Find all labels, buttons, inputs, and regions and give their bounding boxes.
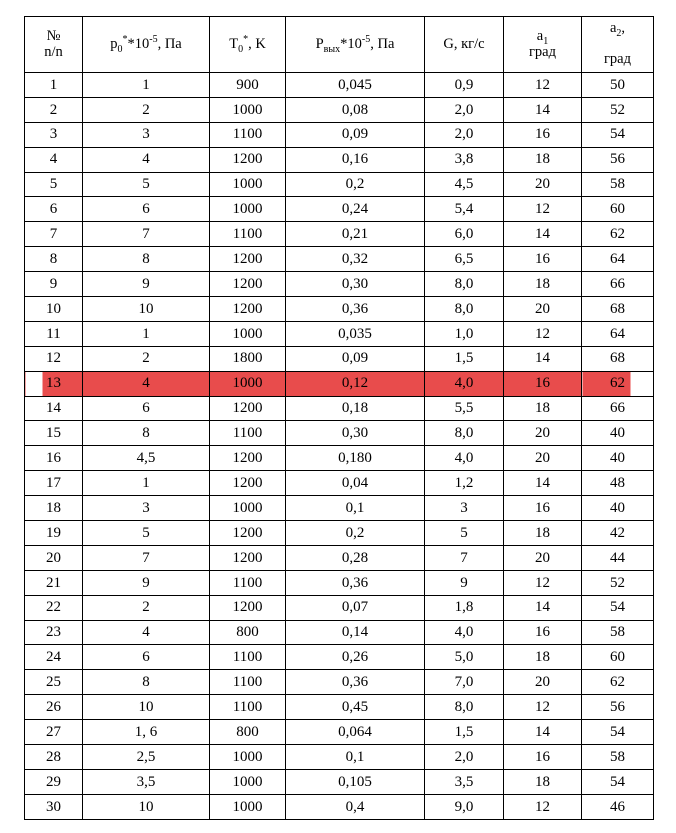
a2-value: 60 (582, 197, 654, 222)
table-row (25, 272, 654, 297)
a1-value: 18 (504, 645, 582, 670)
g-value: 6,0 (425, 222, 504, 247)
g-value: 5 (425, 521, 504, 546)
row-number: 19 (25, 521, 83, 546)
p0-value: 1 (83, 471, 210, 496)
a2-value: 44 (582, 545, 654, 570)
table-row (25, 396, 654, 421)
g-value: 4,5 (425, 172, 504, 197)
a1-value: 20 (504, 421, 582, 446)
table-row (25, 545, 654, 570)
table-row (25, 371, 654, 396)
pout-value: 0,36 (286, 297, 425, 322)
p0-value: 8 (83, 670, 210, 695)
row-number: 17 (25, 471, 83, 496)
table-row (25, 471, 654, 496)
a1-value: 12 (504, 794, 582, 819)
pout-value: 0,30 (286, 272, 425, 297)
p0-value: 1 (83, 321, 210, 346)
p0-value: 8 (83, 421, 210, 446)
t0-value: 1100 (210, 570, 286, 595)
p0-value: 1, 6 (83, 720, 210, 745)
row-number: 7 (25, 222, 83, 247)
row-number: 6 (25, 197, 83, 222)
table-row (25, 147, 654, 172)
a2-value: 54 (582, 122, 654, 147)
a1-value: 16 (504, 247, 582, 272)
g-value: 1,0 (425, 321, 504, 346)
t0-value: 1200 (210, 272, 286, 297)
t0-value: 1200 (210, 147, 286, 172)
p0-value: 5 (83, 172, 210, 197)
table-row (25, 97, 654, 122)
pout-value: 0,1 (286, 496, 425, 521)
a1-value: 20 (504, 297, 582, 322)
a1-value: 14 (504, 97, 582, 122)
g-value: 5,0 (425, 645, 504, 670)
g-value: 0,9 (425, 73, 504, 98)
a2-value: 58 (582, 620, 654, 645)
g-value: 2,0 (425, 122, 504, 147)
row-number: 10 (25, 297, 83, 322)
a1-value: 12 (504, 73, 582, 98)
p0-value: 10 (83, 794, 210, 819)
table-row (25, 122, 654, 147)
header-t0: $T_0^*$, K (210, 17, 286, 73)
pout-value: 0,08 (286, 97, 425, 122)
table-row (25, 794, 654, 819)
p0-value: 4,5 (83, 446, 210, 471)
a2-value: 64 (582, 321, 654, 346)
t0-value: 1200 (210, 545, 286, 570)
t0-value: 1000 (210, 197, 286, 222)
a2-value: 40 (582, 421, 654, 446)
row-number: 4 (25, 147, 83, 172)
p0-value: 5 (83, 521, 210, 546)
a2-value: 46 (582, 794, 654, 819)
pout-value: 0,180 (286, 446, 425, 471)
pout-value: 0,24 (286, 197, 425, 222)
t0-value: 1100 (210, 421, 286, 446)
a1-value: 18 (504, 272, 582, 297)
pout-value: 0,064 (286, 720, 425, 745)
table-row (25, 670, 654, 695)
pout-value: 0,21 (286, 222, 425, 247)
p0-value: 9 (83, 272, 210, 297)
row-number: 24 (25, 645, 83, 670)
p0-value: 2,5 (83, 745, 210, 770)
row-number: 20 (25, 545, 83, 570)
pout-value: 0,105 (286, 769, 425, 794)
a1-value: 16 (504, 745, 582, 770)
row-number: 8 (25, 247, 83, 272)
row-number: 13 (25, 371, 83, 396)
g-value: 5,5 (425, 396, 504, 421)
a1-value: 14 (504, 595, 582, 620)
a2-value: 54 (582, 769, 654, 794)
p0-value: 3 (83, 496, 210, 521)
a1-value: 16 (504, 620, 582, 645)
g-value: 3,5 (425, 769, 504, 794)
pout-value: 0,16 (286, 147, 425, 172)
g-value: 7,0 (425, 670, 504, 695)
a2-value: 54 (582, 720, 654, 745)
a1-value: 18 (504, 521, 582, 546)
g-value: 4,0 (425, 446, 504, 471)
t0-value: 1000 (210, 794, 286, 819)
row-number: 18 (25, 496, 83, 521)
a2-value: 56 (582, 695, 654, 720)
pout-value: 0,07 (286, 595, 425, 620)
pout-value: 0,2 (286, 172, 425, 197)
g-value: 8,0 (425, 272, 504, 297)
a1-value: 12 (504, 321, 582, 346)
p0-value: 6 (83, 197, 210, 222)
g-value: 4,0 (425, 371, 504, 396)
a1-value: 16 (504, 122, 582, 147)
t0-value: 1000 (210, 371, 286, 396)
t0-value: 1200 (210, 471, 286, 496)
t0-value: 800 (210, 720, 286, 745)
g-value: 9,0 (425, 794, 504, 819)
a2-value: 40 (582, 496, 654, 521)
header-number: № n/n (25, 17, 83, 73)
p0-value: 3 (83, 122, 210, 147)
row-number: 26 (25, 695, 83, 720)
a1-value: 20 (504, 172, 582, 197)
a2-value: 64 (582, 247, 654, 272)
pout-value: 0,14 (286, 620, 425, 645)
t0-value: 1000 (210, 745, 286, 770)
g-value: 1,2 (425, 471, 504, 496)
p0-value: 4 (83, 620, 210, 645)
table-row (25, 745, 654, 770)
t0-value: 1000 (210, 321, 286, 346)
a1-value: 16 (504, 496, 582, 521)
p0-value: 2 (83, 346, 210, 371)
t0-value: 1200 (210, 396, 286, 421)
pout-value: 0,18 (286, 396, 425, 421)
table-row (25, 73, 654, 98)
table-row (25, 321, 654, 346)
header-p0: $p_0^**10^{-5}$, Па (83, 17, 210, 73)
g-value: 8,0 (425, 421, 504, 446)
pout-value: 0,32 (286, 247, 425, 272)
g-value: 1,5 (425, 720, 504, 745)
a2-value: 62 (582, 222, 654, 247)
p0-value: 7 (83, 545, 210, 570)
a2-value: 42 (582, 521, 654, 546)
a2-value: 48 (582, 471, 654, 496)
table-row (25, 297, 654, 322)
a1-value: 20 (504, 670, 582, 695)
p0-value: 8 (83, 247, 210, 272)
a1-value: 12 (504, 695, 582, 720)
a2-value: 66 (582, 272, 654, 297)
g-value: 2,0 (425, 97, 504, 122)
header-pout: $P_{вых}*10^{-5}$, Па (286, 17, 425, 73)
p0-value: 9 (83, 570, 210, 595)
t0-value: 1200 (210, 521, 286, 546)
pout-value: 0,28 (286, 545, 425, 570)
row-number: 3 (25, 122, 83, 147)
row-number: 16 (25, 446, 83, 471)
row-number: 12 (25, 346, 83, 371)
t0-value: 1100 (210, 695, 286, 720)
table-row (25, 521, 654, 546)
header-a1: $a_1$ град (504, 17, 582, 73)
p0-value: 6 (83, 396, 210, 421)
row-number: 2 (25, 97, 83, 122)
table-row (25, 695, 654, 720)
t0-value: 1100 (210, 222, 286, 247)
pout-value: 0,04 (286, 471, 425, 496)
header-row (25, 17, 654, 73)
pout-value: 0,30 (286, 421, 425, 446)
row-number: 11 (25, 321, 83, 346)
pout-value: 0,035 (286, 321, 425, 346)
pout-value: 0,45 (286, 695, 425, 720)
p0-value: 4 (83, 147, 210, 172)
t0-value: 1100 (210, 645, 286, 670)
pout-value: 0,1 (286, 745, 425, 770)
a2-value: 40 (582, 446, 654, 471)
a2-value: 52 (582, 570, 654, 595)
a1-value: 14 (504, 222, 582, 247)
row-number: 9 (25, 272, 83, 297)
a1-value: 16 (504, 371, 582, 396)
g-value: 9 (425, 570, 504, 595)
table-row (25, 620, 654, 645)
a2-value: 68 (582, 297, 654, 322)
table-row (25, 346, 654, 371)
g-value: 2,0 (425, 745, 504, 770)
t0-value: 1000 (210, 172, 286, 197)
pout-value: 0,045 (286, 73, 425, 98)
row-number: 1 (25, 73, 83, 98)
row-number: 22 (25, 595, 83, 620)
pout-value: 0,26 (286, 645, 425, 670)
t0-value: 900 (210, 73, 286, 98)
table-row (25, 645, 654, 670)
table-row (25, 496, 654, 521)
t0-value: 1000 (210, 496, 286, 521)
pout-value: 0,09 (286, 122, 425, 147)
a2-value: 52 (582, 97, 654, 122)
header-a2: $a_2$, град (582, 17, 654, 73)
pout-value: 0,09 (286, 346, 425, 371)
pout-value: 0,36 (286, 570, 425, 595)
a2-value: 62 (582, 371, 654, 396)
a1-value: 20 (504, 545, 582, 570)
p0-value: 2 (83, 595, 210, 620)
table-row (25, 247, 654, 272)
p0-value: 7 (83, 222, 210, 247)
variants-table (24, 16, 654, 820)
table-row (25, 197, 654, 222)
row-number: 29 (25, 769, 83, 794)
a1-value: 20 (504, 446, 582, 471)
a1-value: 18 (504, 147, 582, 172)
a1-value: 12 (504, 197, 582, 222)
table-body (25, 73, 654, 820)
t0-value: 1200 (210, 595, 286, 620)
row-number: 30 (25, 794, 83, 819)
row-number: 14 (25, 396, 83, 421)
t0-value: 1000 (210, 97, 286, 122)
table-row (25, 720, 654, 745)
g-value: 8,0 (425, 695, 504, 720)
t0-value: 1800 (210, 346, 286, 371)
p0-value: 1 (83, 73, 210, 98)
row-number: 27 (25, 720, 83, 745)
pout-value: 0,2 (286, 521, 425, 546)
g-value: 4,0 (425, 620, 504, 645)
g-value: 3,8 (425, 147, 504, 172)
a2-value: 50 (582, 73, 654, 98)
g-value: 3 (425, 496, 504, 521)
table-row (25, 595, 654, 620)
p0-value: 4 (83, 371, 210, 396)
p0-value: 10 (83, 297, 210, 322)
p0-value: 10 (83, 695, 210, 720)
table-row (25, 446, 654, 471)
a1-value: 18 (504, 396, 582, 421)
row-number: 21 (25, 570, 83, 595)
t0-value: 1000 (210, 769, 286, 794)
a2-value: 56 (582, 147, 654, 172)
a1-value: 14 (504, 346, 582, 371)
a2-value: 60 (582, 645, 654, 670)
t0-value: 1100 (210, 122, 286, 147)
header-g: G, кг/с (425, 17, 504, 73)
row-number: 28 (25, 745, 83, 770)
table-row (25, 421, 654, 446)
table-row (25, 570, 654, 595)
table-row (25, 222, 654, 247)
g-value: 1,5 (425, 346, 504, 371)
row-number: 23 (25, 620, 83, 645)
t0-value: 1200 (210, 247, 286, 272)
g-value: 7 (425, 545, 504, 570)
g-value: 8,0 (425, 297, 504, 322)
row-number: 25 (25, 670, 83, 695)
g-value: 5,4 (425, 197, 504, 222)
t0-value: 1100 (210, 670, 286, 695)
a1-value: 18 (504, 769, 582, 794)
a2-value: 62 (582, 670, 654, 695)
row-number: 15 (25, 421, 83, 446)
pout-value: 0,4 (286, 794, 425, 819)
pout-value: 0,12 (286, 371, 425, 396)
t0-value: 800 (210, 620, 286, 645)
p0-value: 2 (83, 97, 210, 122)
p0-value: 6 (83, 645, 210, 670)
table-row (25, 172, 654, 197)
p0-value: 3,5 (83, 769, 210, 794)
t0-value: 1200 (210, 297, 286, 322)
row-number: 5 (25, 172, 83, 197)
table-row (25, 769, 654, 794)
pout-value: 0,36 (286, 670, 425, 695)
a2-value: 66 (582, 396, 654, 421)
a1-value: 14 (504, 720, 582, 745)
a2-value: 54 (582, 595, 654, 620)
a1-value: 14 (504, 471, 582, 496)
g-value: 6,5 (425, 247, 504, 272)
a2-value: 68 (582, 346, 654, 371)
a2-value: 58 (582, 745, 654, 770)
a2-value: 58 (582, 172, 654, 197)
g-value: 1,8 (425, 595, 504, 620)
t0-value: 1200 (210, 446, 286, 471)
a1-value: 12 (504, 570, 582, 595)
